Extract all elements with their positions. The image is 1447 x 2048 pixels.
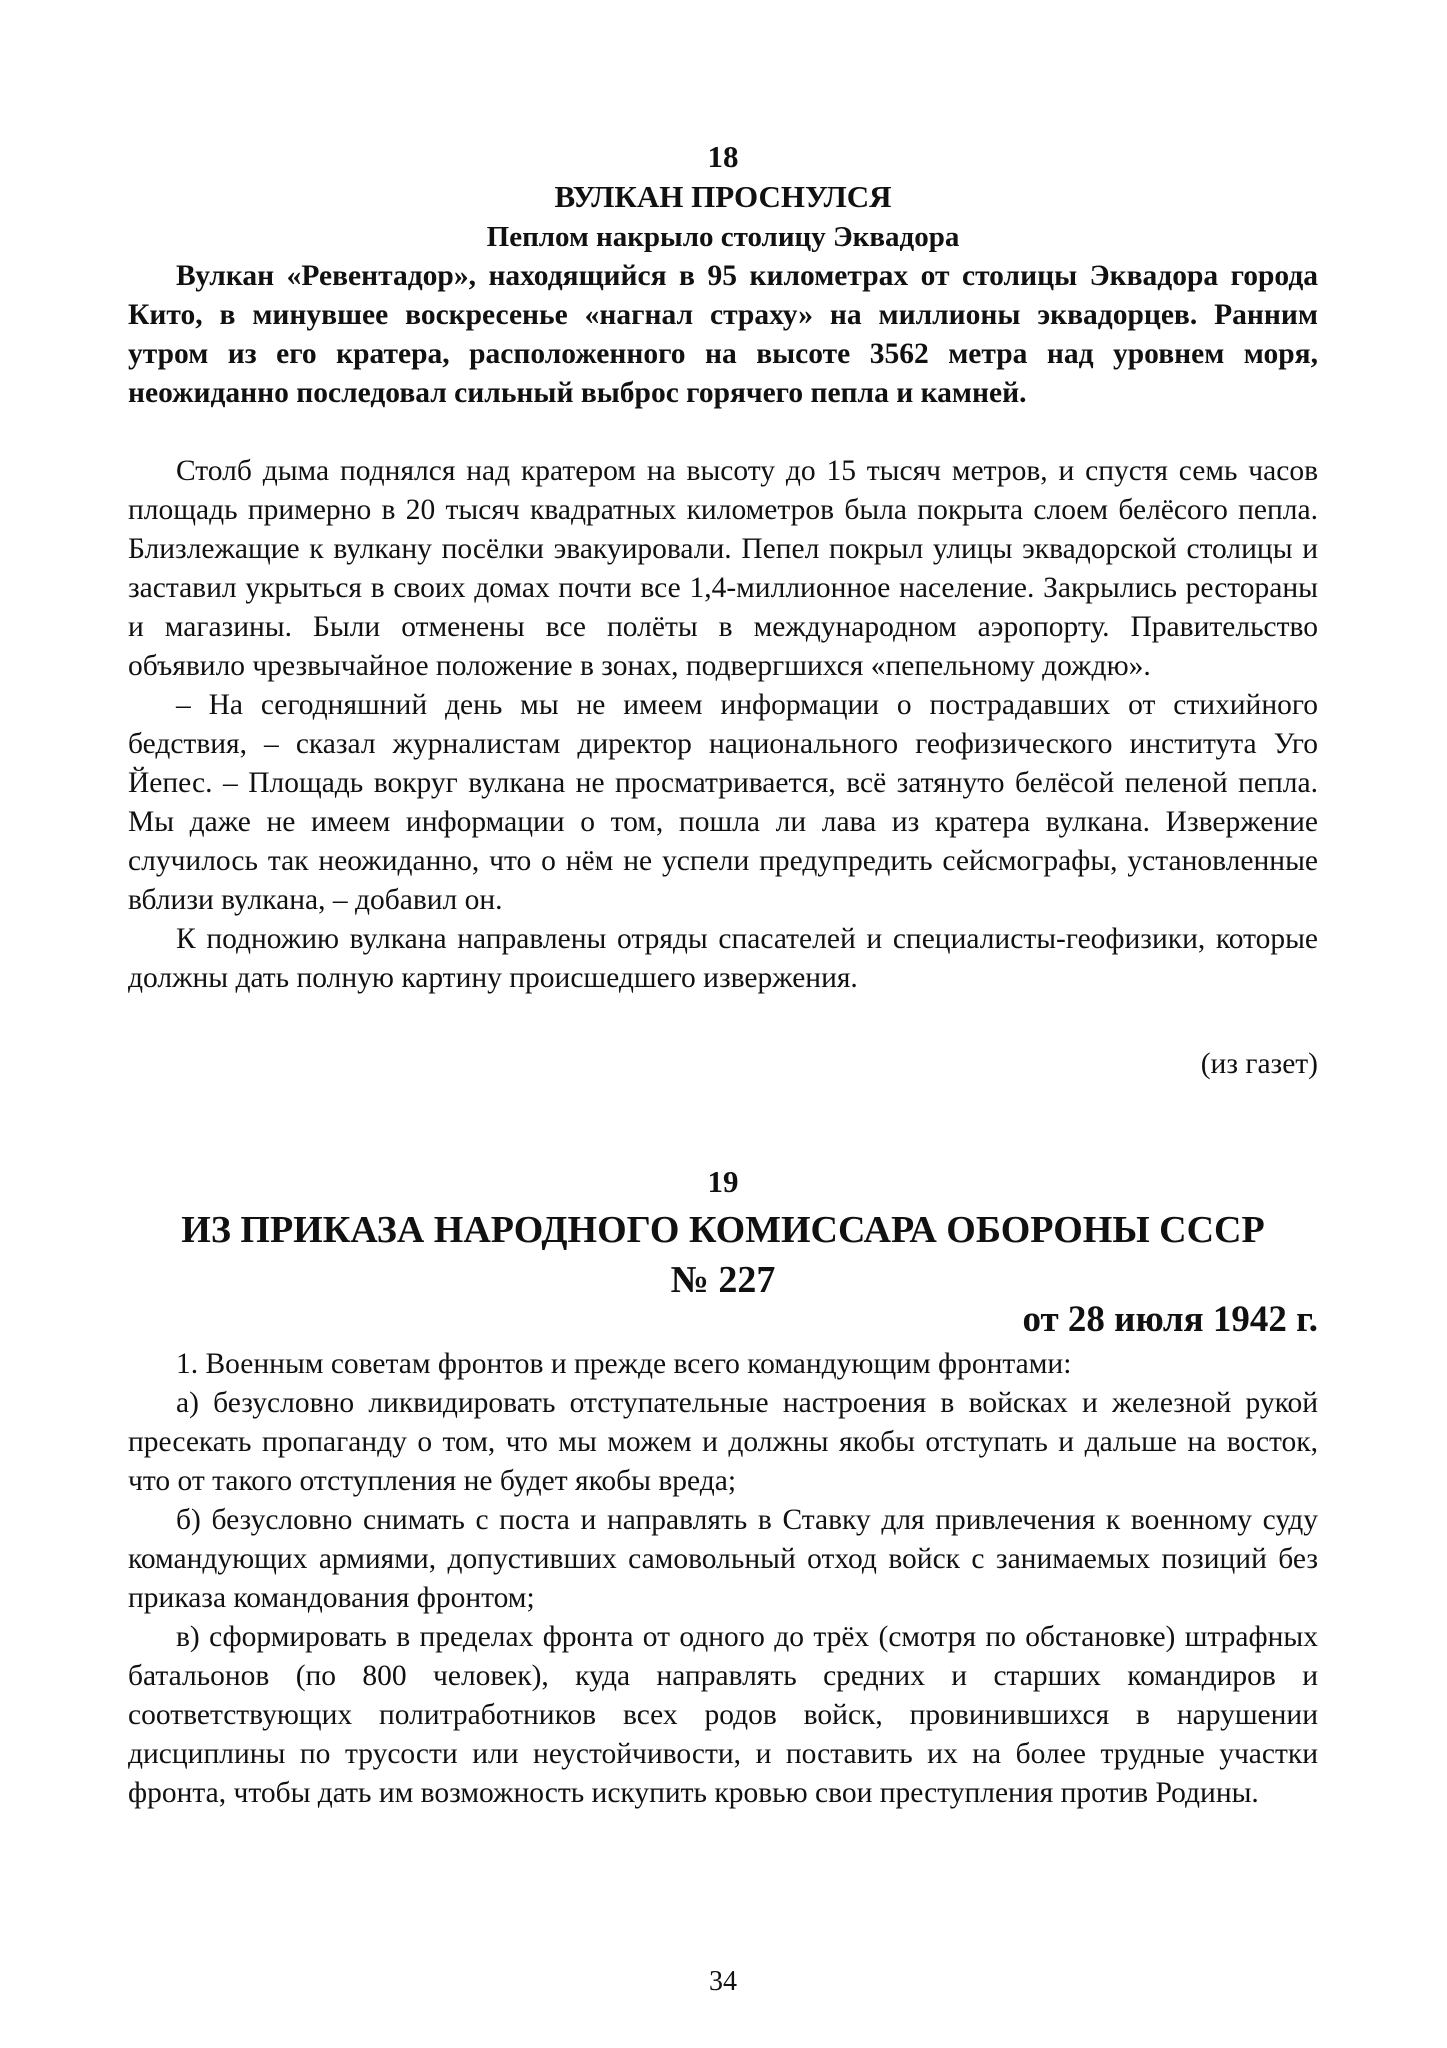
section-title: ВУЛКАН ПРОСНУЛСЯ [554,179,892,214]
article-body [128,452,1318,998]
section-title [128,1205,1318,1305]
lead-paragraph: Вулкан «Ревентадор», находящийся в 95 километрах от столицы Эквадора города Кито, в минувшее воскресенье «нагнал страху» на миллионы эквадорцев. Ранним утром из его кратера, расположенного на высоте 3562 метра над уровнем моря, неожиданно последовал сильный выброс горячего пепла и камней. [128,260,1318,409]
order-body [128,1345,1318,1813]
paragraph: Столб дыма поднялся над кратером на высоту до 15 тысяч метров, и спустя семь часов площадь примерно в 20 тысяч квадратных километров была покрыта слоем белёсого пепла. Близлежащие к вулкану посёлки эвакуировали. Пепел покрыл улицы эквадорской столицы и заставил укрыться в своих домах почти все 1,4-миллионное население. Закрылись рестораны и магазины. Были отменены все полёты в международном аэропорту. Правительство объявило чрезвычайное положение в зонах, подвергшихся «пепельному дождю». [128,455,1318,682]
paragraph: 1. Военным советам фронтов и прежде всего командующим фронтами: [176,1348,1072,1380]
paragraph: в) сформировать в пределах фронта от одного до трёх (смотря по обстановке) штрафных батальонов (по 800 человек), куда направлять средних и старших командиров и соответствующих политработников всех родов войск, провинившихся в нарушении дисциплины по трусости или неустойчивости, и поставить их на более трудные участки фронта, чтобы дать им возможность искупить кровью свои преступления против Родины. [128,1621,1318,1809]
section-subtitle: Пеплом накрыло столицу Эквадора [486,221,960,253]
title-line: № 227 [670,1259,776,1301]
paragraph: а) безусловно ликвидировать отступательные настроения в войсках и железной рукой пресекать пропаганду о том, что мы можем и должны якобы отступать и дальше на восток, что от такого отступления не будет якобы вреда; [128,1387,1318,1497]
section-number: 19 [707,1164,739,1199]
paragraph: – На сегодняшний день мы не имеем информации о пострадавших от стихийного бедствия, – сказал журналистам директор национального геофизического института Уго Йепес. – Площадь вокруг вулкана не просматривается, всё затянуто белёсой пеленой пепла. Мы даже не имеем информации о том, пошла ли лава из кратера вулкана. Извержение случилось так неожиданно, что о нём не успели предупредить сейсмографы, установленные вблизи вулкана, – добавил он. [128,689,1318,916]
source-note: (из газет) [1200,1048,1318,1080]
paragraph: б) безусловно снимать с поста и направлять в Ставку для привлечения к военному суду командующих армиями, допустивших самовольный отход войск с занимаемых позиций без приказа командования фронтом; [128,1504,1318,1614]
page-number: 34 [709,1966,737,1997]
section-number: 18 [707,139,739,174]
document-date: от 28 июля 1942 г. [1022,1299,1318,1340]
title-line: ИЗ ПРИКАЗА НАРОДНОГО КОМИССАРА ОБОРОНЫ СССР [181,1209,1265,1251]
paragraph: К подножию вулкана направлены отряды спасателей и специалисты-геофизики, которые должны дать полную картину происшедшего извержения. [128,923,1318,994]
